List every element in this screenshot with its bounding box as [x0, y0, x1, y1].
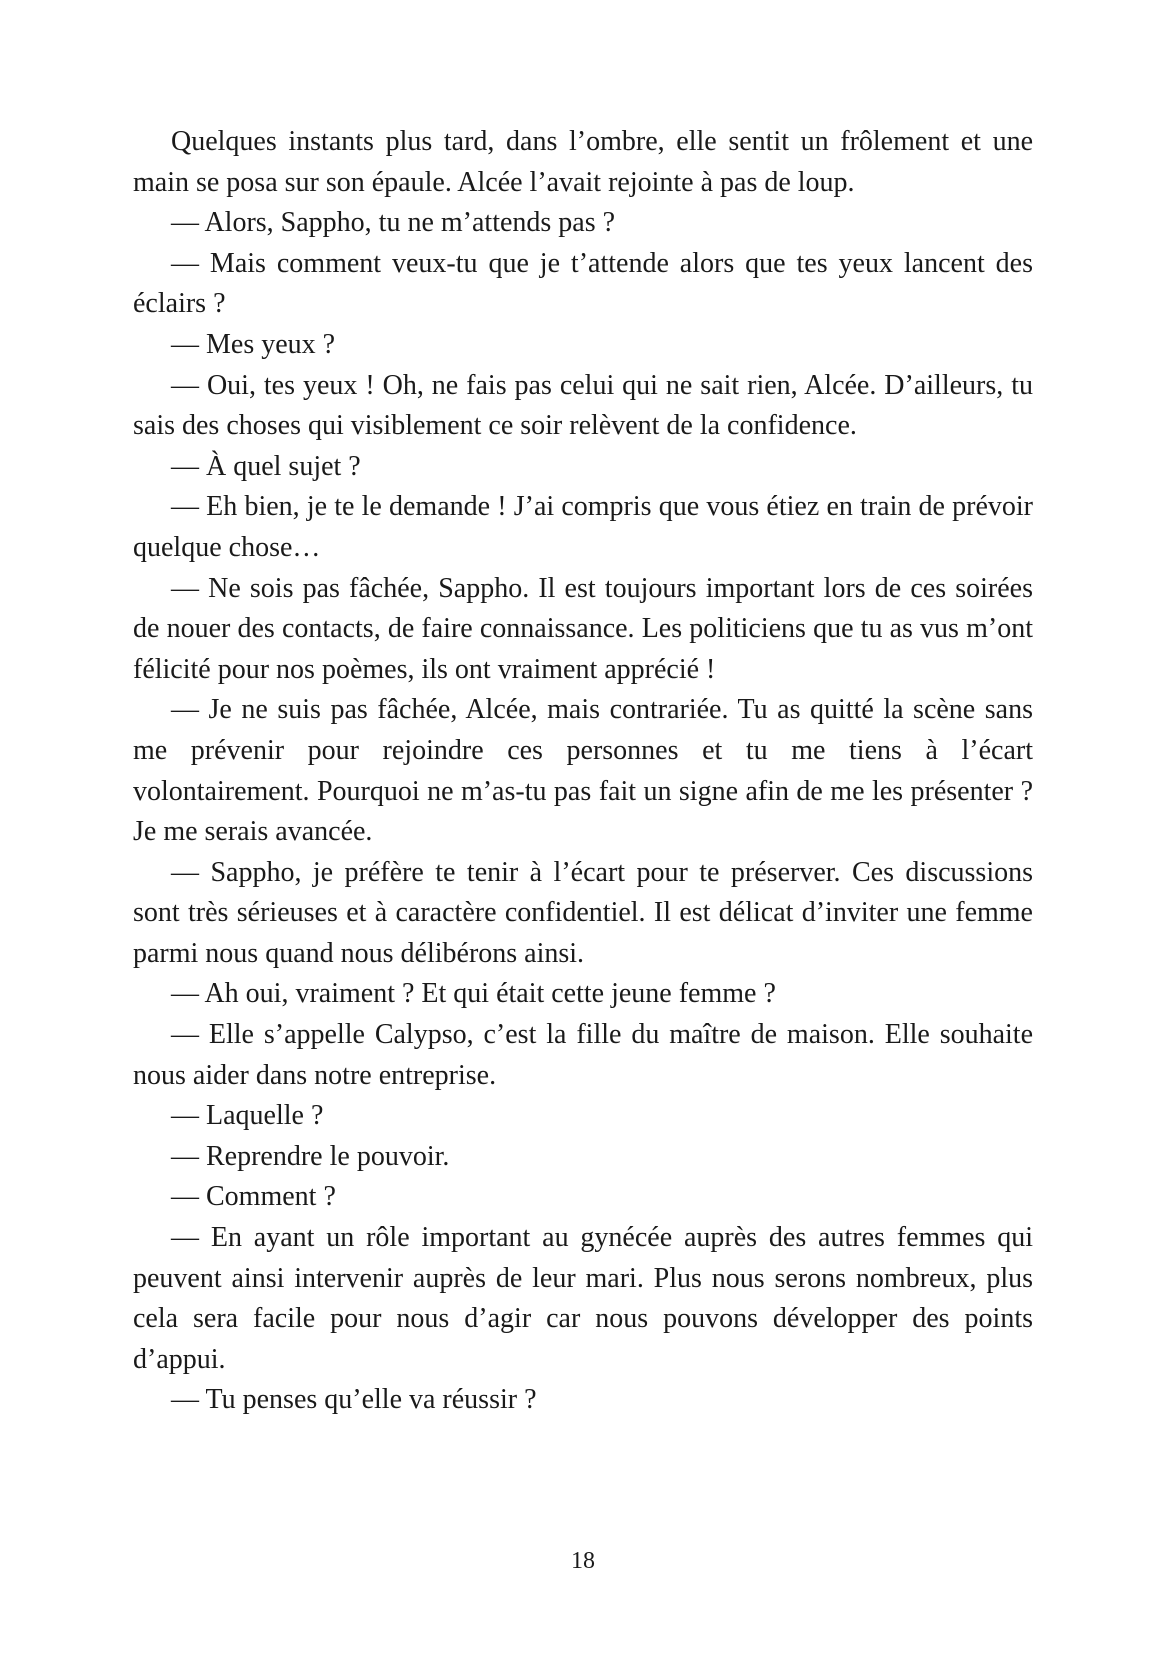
- dialogue-line-12: — Elle s’appelle Calypso, c’est la fille du maître de maison. Elle souhaite nous aider dans notre entreprise.: [133, 1019, 1033, 1091]
- dialogue-line-10: — Sappho, je préfère te tenir à l’écart pour te préserver. Ces discussions sont très sérieuses et à caractère confidentiel. Il est délicat d’inviter une femme parmi nous quand nous délibérons ainsi.: [133, 856, 1033, 969]
- dialogue-line-6: — À quel sujet ?: [171, 450, 361, 482]
- paragraph-1: Quelques instants plus tard, dans l’ombre, elle sentit un frôlement et une main se posa sur son épaule. Alcée l’avait rejointe à pas de loup.: [133, 126, 1033, 198]
- dialogue-line-3: — Mais comment veux-tu que je t’attende alors que tes yeux lancent des éclairs ?: [133, 247, 1033, 320]
- dialogue-line-2: — Alors, Sappho, tu ne m’attends pas ?: [171, 207, 616, 239]
- page-number: 18: [571, 1548, 595, 1574]
- dialogue-line-5: — Oui, tes yeux ! Oh, ne fais pas celui qui ne sait rien, Alcée. D’ailleurs, tu sais des choses qui visiblement ce soir relèvent de la confidence.: [133, 369, 1033, 442]
- dialogue-line-7: — Eh bien, je te le demande ! J’ai compris que vous étiez en train de prévoir quelque chose…: [133, 491, 1033, 563]
- dialogue-line-13: — Laquelle ?: [171, 1100, 324, 1132]
- dialogue-line-16: — En ayant un rôle important au gynécée auprès des autres femmes qui peuvent ainsi intervenir auprès de leur mari. Plus nous serons nombreux, plus cela sera facile pour nous d’agir car nous pouvons développer des points d’appui.: [133, 1222, 1033, 1375]
- dialogue-line-14: — Reprendre le pouvoir.: [171, 1140, 450, 1172]
- dialogue-line-8: — Ne sois pas fâchée, Sappho. Il est toujours important lors de ces soirées de nouer des contacts, de faire connaissance. Les politiciens que tu as vus m’ont félicité pour nos poèmes, ils ont vraiment apprécié !: [133, 572, 1033, 685]
- dialogue-line-11: — Ah oui, vraiment ? Et qui était cette jeune femme ?: [171, 978, 776, 1010]
- dialogue-line-15: — Comment ?: [171, 1181, 336, 1213]
- dialogue-line-9: — Je ne suis pas fâchée, Alcée, mais contrariée. Tu as quitté la scène sans me prévenir pour rejoindre ces personnes et tu me tiens à l’écart volontairement. Pourquoi ne m’as-tu pas fait un signe afin de me les présenter ? Je me serais avancée.: [133, 694, 1033, 848]
- dialogue-line-4: — Mes yeux ?: [171, 328, 336, 360]
- dialogue-line-17: — Tu penses qu’elle va réussir ?: [171, 1384, 537, 1416]
- body-text: [133, 122, 1033, 1421]
